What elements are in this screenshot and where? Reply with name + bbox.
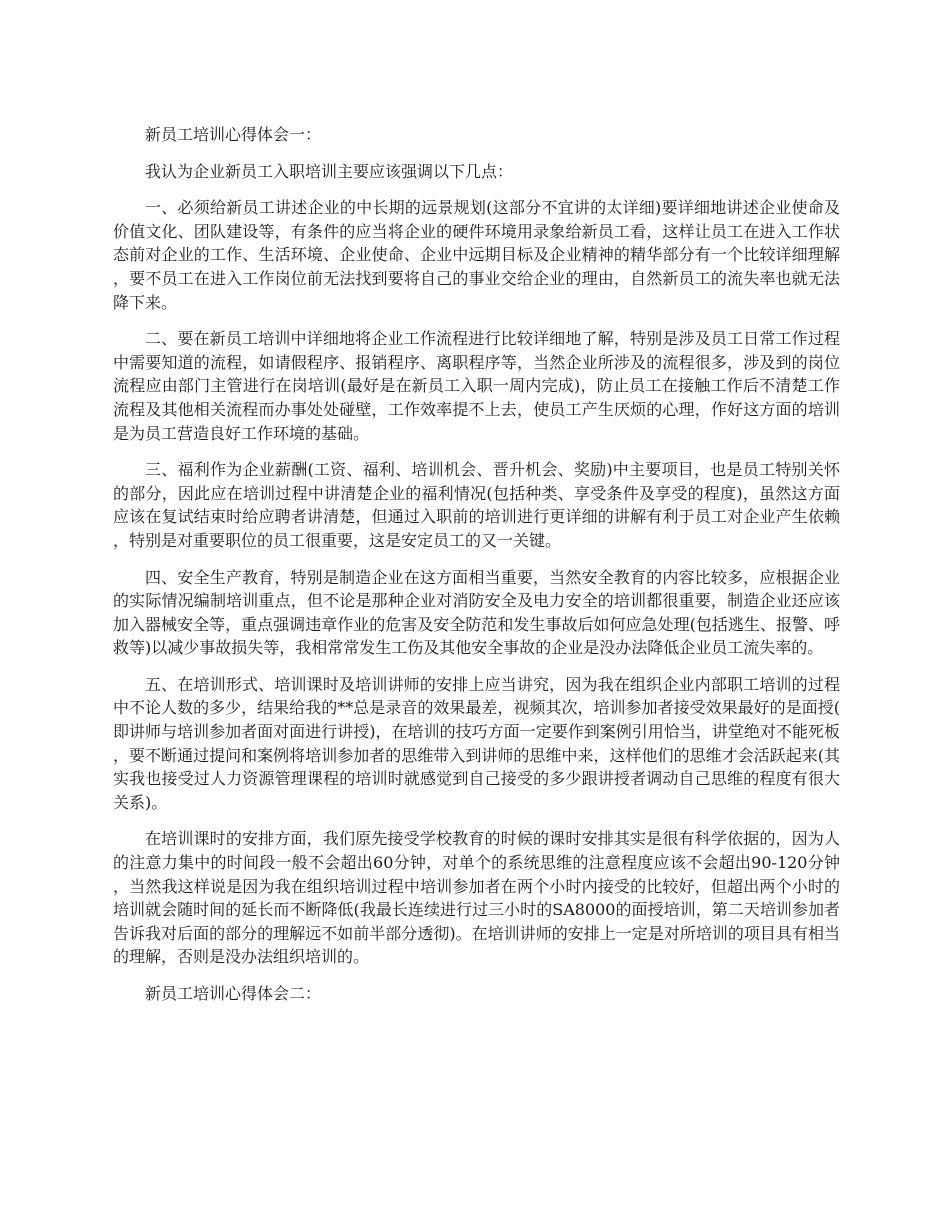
section-heading-2: 新员工培训心得体会二： [145,984,322,1003]
body-paragraph-4: 四、安全生产教育，特别是制造企业在这方面相当重要，当然安全教育的内容比较多，应根据企业的实际情况编制培训重点，但不论是那种企业对消防安全及电力安全的培训都很重要，制造企业还应该加入器械安全等，重点强调违章作业的危害及安全防范和发生事故后如何应急处理(包括逃生、报警、呼救等)以减少事故损失等，我相常常发生工伤及其他安全事故的企业是没办法降低企业员工流失率的。 [113,567,840,658]
document-body [113,123,840,1019]
body-paragraph-1: 一、必须给新员工讲述企业的中长期的远景规划(这部分不宜讲的太详细)要详细地讲述企业使命及价值文化、团队建设等，有条件的应当将企业的硬件环境用录象给新员工看，这样让员工在进入工作状态前对企业的工作、生活环境、企业使命、企业中远期目标及企业精神的精华部分有一个比较详细理解，要不员工在进入工作岗位前无法找到要将自己的事业交给企业的理由，自然新员工的流失率也就无法降下来。 [113,198,840,312]
body-paragraph-2: 二、要在新员工培训中详细地将企业工作流程进行比较详细地了解，特别是涉及员工日常工作过程中需要知道的流程，如请假程序、报销程序、离职程序等，当然企业所涉及的流程很多，涉及到的岗位流程应由部门主管进行在岗培训(最好是在新员工入职一周内完成)，防止员工在接触工作后不清楚工作流程及其他相关流程而办事处处碰壁，工作效率提不上去，使员工产生厌烦的心理，作好这方面的培训是为员工营造良好工作环境的基础。 [113,329,840,443]
intro-paragraph: 我认为企业新员工入职培训主要应该强调以下几点： [145,161,514,181]
body-paragraph-3: 三、福利作为企业薪酬(工资、福利、培训机会、晋升机会、奖励)中主要项目，也是员工特别关怀的部分，因此应在培训过程中讲清楚企业的福利情况(包括种类、享受条件及享受的程度)，虽然这方面应该在复试结束时给应聘者讲清楚，但通过入职前的培训进行更详细的讲解有利于员工对企业产生依赖，特别是对重要职位的员工很重要，这是安定员工的又一关键。 [113,460,840,550]
body-paragraph-6: 在培训课时的安排方面，我们原先接受学校教育的时候的课时安排其实是很有科学依据的，因为人的注意力集中的时间段一般不会超出60分钟，对单个的系统思维的注意程度应该不会超出90-120分钟，当然我这样说是因为我在组织培训过程中培训参加者在两个小时内接受的比较好，但超出两个小时的培训就会随时间的延长而不断降低(我最长连续进行过三小时的SA8000的面授培训，第二天培训参加者告诉我对后面的部分的理解远不如前半部分透彻)。在培训讲师的安排上一定是对所培训的项目具有相当的理解，否则是没办法组织培训的。 [113,829,840,967]
body-paragraph-5: 五、在培训形式、培训课时及培训讲师的安排上应当讲究，因为我在组织企业内部职工培训的过程中不论人数的多少，结果给我的**总是录音的效果最差，视频其次，培训参加者接受效果最好的是面授(即讲师与培训参加者面对面进行讲授)，在培训的技巧方面一定要作到案例引用恰当，讲堂绝对不能死板，要不断通过提问和案例将培训参加者的思维带入到讲师的思维中来，这样他们的思维才会活跃起来(其实我也接受过人力资源管理课程的培训时就感觉到自己接受的多少跟讲授者调动自己思维的程度有很大关系)。 [113,674,840,812]
section-heading-1: 新员工培训心得体会一： [145,125,322,144]
